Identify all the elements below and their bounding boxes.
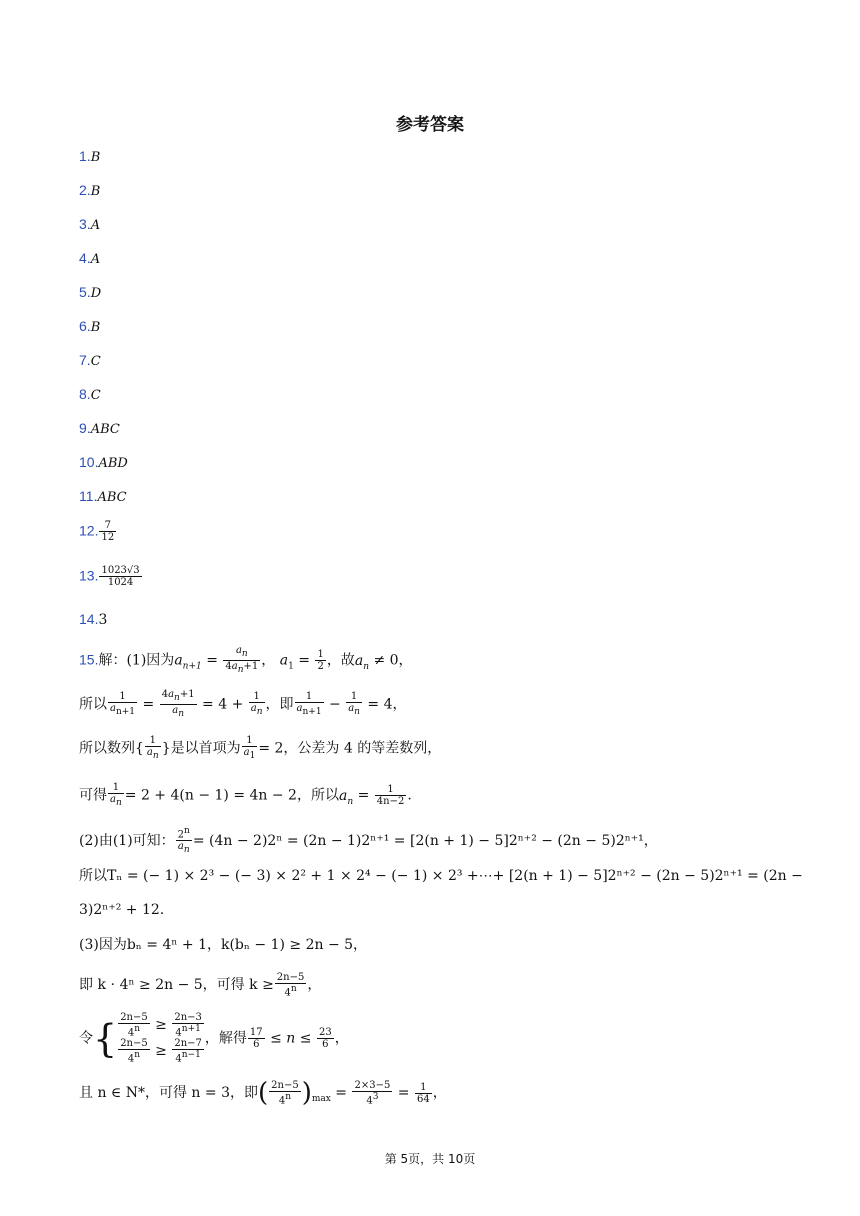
answer-number: 8. [79, 386, 91, 402]
answer-value: ABC [97, 490, 127, 505]
answer-12 [79, 520, 117, 543]
fraction: $\frac{7}{12}$ [101, 520, 115, 543]
answer-8 [79, 384, 101, 406]
solution-line-7: 3)2ⁿ⁺² + 12. [79, 902, 165, 918]
answer-value: C [90, 354, 101, 369]
answer-number: 3. [79, 216, 91, 232]
answer-number: 2. [79, 182, 91, 198]
page-footer: 第 5页，共 10页 [384, 1152, 476, 1166]
answer-number: 14. [79, 611, 99, 627]
answer-4 [79, 248, 100, 270]
solution-line-9: 即 k ⋅ 4ⁿ ≥ 2n − 5，可得 k ≥ $\frac{2n-5}{4^n}$ ， [79, 972, 322, 999]
answer-value: 3 [98, 612, 108, 628]
answer-11 [79, 486, 127, 508]
page-title: 参考答案 [396, 115, 464, 135]
solution-line-6: 所以Tₙ = (− 1) × 2³ − (− 3) × 2² + 1 × 2⁴ − (− 1) × 2³ +⋯+ [2(n + 1) − 5]2ⁿ⁺² − (2n − 5)2ⁿ⁺¹ = (2n − [79, 868, 803, 884]
answer-number: 15. [79, 651, 99, 668]
solution-line-3: 所以数列{ $\frac{1}{a_n}$ }是以首项为 $\frac{1}{a_1}$ = 2，公差为 4 的等差数列， [79, 735, 442, 761]
answer-1 [79, 146, 100, 168]
answer-5 [79, 282, 101, 304]
answer-10 [79, 452, 128, 474]
answer-number: 5. [79, 284, 91, 300]
solution-line-5: (2)由(1)可知： $\frac{2^n}{a_n}$ = (4n − 2)2ⁿ = (2n − 1)2ⁿ⁺¹ = [2(n + 1) − 5]2ⁿ⁺² − (2n − 5)2ⁿ⁺¹， [79, 826, 658, 856]
answer-7 [79, 350, 101, 372]
answer-number: 13. [79, 567, 99, 584]
answer-6 [79, 316, 100, 338]
solution-line-4: 可得 $\frac{1}{a_n}$ = 2 + 4(n − 1) = 4n − 2，所以$a_n$ = $\frac{1}{4n-2}$ . [79, 782, 412, 808]
solution-line-11: 且 n ∈ N*，可得 n = 3，即( $\frac{2n-5}{4^n}$ )$_{max}$ = $\frac{2\times 3-5}{4^3}$ = $\frac{1}{64}$ ， [79, 1078, 447, 1109]
answer-2 [79, 180, 100, 202]
answer-value: B [90, 184, 101, 199]
solution-line-10: 令{ $\frac{2n-5}{4^n}$ ≥ $\frac{2n-3}{4^{n+1}}$ $\frac{2n-5}{4^n}$ ≥ $\frac{2n-7}{4^{n-1}}$ ，解得 $\frac{17}{6}$ ≤ n ≤ $\frac{23}{6}$ ， [79, 1012, 349, 1065]
answer-value: A [90, 218, 101, 233]
answer-3 [79, 214, 100, 236]
answer-value: C [90, 388, 101, 403]
answer-number: 1. [79, 148, 91, 164]
answer-value: ABD [98, 456, 128, 471]
answer-number: 11. [79, 488, 98, 504]
answer-14 [79, 609, 107, 630]
answer-value: B [90, 150, 101, 165]
answer-number: 7. [79, 352, 91, 368]
answer-value: A [90, 252, 101, 267]
solution-line-2: 所以 $\frac{1}{a_{n+1}}$ = $\frac{4a_n+1}{a_n}$ = 4 + $\frac{1}{a_n}$ ，即 $\frac{1}{a_{n+1}}$ − $\frac{1}{a_n}$ = 4， [79, 689, 407, 719]
answer-number: 12. [79, 522, 99, 539]
answer-number: 4. [79, 250, 91, 266]
solution-line-8: (3)因为bₙ = 4ⁿ + 1，k(bₙ − 1) ≥ 2n − 5， [79, 937, 368, 953]
answer-13 [79, 565, 143, 588]
answer-9 [79, 418, 120, 440]
answer-value: ABC [90, 422, 120, 437]
answer-value: B [90, 320, 101, 335]
answer-value: D [90, 286, 102, 301]
answer-number: 10. [79, 454, 99, 470]
answer-number: 6. [79, 318, 91, 334]
solution-line-1: 15.解：(1)因为$a_{n+1}$ = $\frac{a_n}{4a_n+1}$ ， $a_1$ = $\frac{1}{2}$ ，故$a_n \ne 0$， [79, 645, 413, 675]
answer-number: 9. [79, 420, 91, 436]
fraction: $\frac{1023√3}{1024}$ [101, 565, 140, 588]
